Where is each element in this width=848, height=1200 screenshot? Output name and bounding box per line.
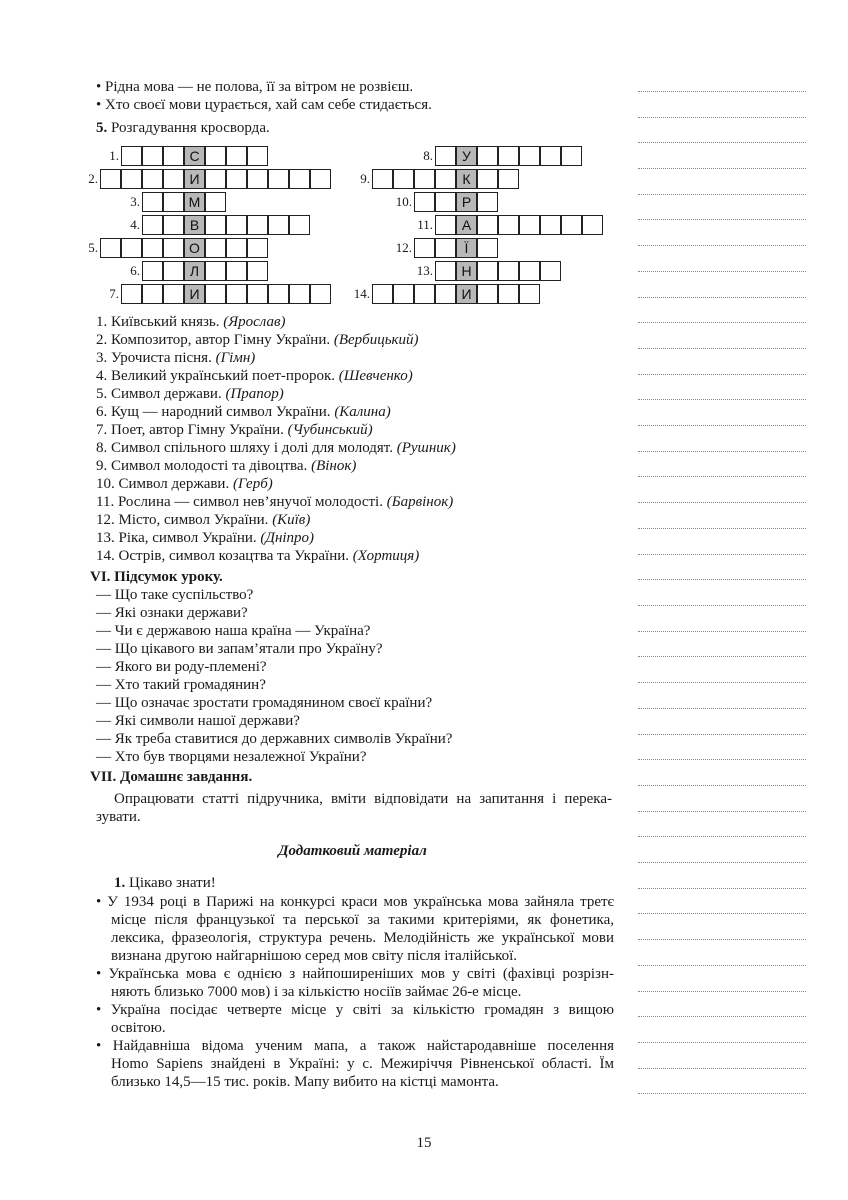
note-line [638,811,806,812]
homework-text-line-2: зувати. [96,809,141,825]
clue-12 [96,511,310,529]
clue-answer: (Чубинський) [287,422,373,438]
clue-answer: (Гімн) [215,350,256,366]
clue-1 [96,313,286,331]
crossword-left-cell [247,215,268,235]
crossword-right-cell [435,169,456,189]
note-line [638,965,806,966]
page-number: 15 [416,1135,432,1151]
clue-8 [96,439,456,457]
crossword-right-cell [414,238,435,258]
clue-text: 10. Символ держави. [96,476,233,492]
crossword-right-cell [498,261,519,281]
crossword-right-cell [477,261,498,281]
crossword-right-cell [540,215,561,235]
summary-question: — Якого ви роду-племені? [96,659,267,675]
crossword-right-key-cell: Ї [456,238,477,258]
note-line [638,502,806,503]
note-line [638,785,806,786]
crossword-left-cell [163,238,184,258]
summary-question: — Що цікавого ви запам’ятали про Україну? [96,641,383,657]
clue-answer: (Рушник) [396,440,456,456]
crossword-right-cell [477,238,498,258]
note-line [638,888,806,889]
note-line [638,528,806,529]
crossword-left-cell [289,284,310,304]
clue-text: 3. Урочиста пісня. [96,350,216,366]
crossword-right-cell [393,169,414,189]
fact-1-line: лексика, фразеологія, структура речень. Мелодійність же української мови [111,930,614,946]
note-line [638,451,806,452]
crossword-right-cell [561,215,582,235]
crossword-right-cell [540,261,561,281]
note-line [638,605,806,606]
clue-text: 8. Символ спільного шляху і долі для молодят. [96,440,397,456]
clue-answer: (Хортиця) [352,548,420,564]
task-5-heading [96,119,270,137]
note-line [638,425,806,426]
note-line [638,271,806,272]
clue-text: 4. Великий український поет-пророк. [96,368,339,384]
crossword-left-cell [247,284,268,304]
crossword-left-cell [226,146,247,166]
crossword-left-cell [226,238,247,258]
crossword-left-cell [289,169,310,189]
summary-question: — Як треба ставитися до державних символів України? [96,731,453,747]
crossword-left-row-2-label: 2. [88,171,98,186]
crossword-left-cell [163,146,184,166]
crossword-right-cell [477,215,498,235]
note-line [638,117,806,118]
crossword-left-cell [121,169,142,189]
crossword-left-key-cell: С [184,146,205,166]
crossword-right-row-6-label: 13. [416,263,433,278]
crossword-left-cell [268,284,289,304]
clue-answer: (Київ) [272,512,311,528]
clue-text: 5. Символ держави. [96,386,226,402]
fact-1-line: • У 1934 році в Парижі на конкурсі краси мов українська мова зайняла третє [96,894,614,910]
crossword-right-cell [393,284,414,304]
note-line [638,1016,806,1017]
crossword-right-cell [435,215,456,235]
crossword-left-cell [121,284,142,304]
note-line [638,374,806,375]
crossword-left-cell [121,146,142,166]
crossword-left-cell [100,238,121,258]
crossword-left-cell [268,169,289,189]
clue-answer: (Калина) [334,404,391,420]
crossword-left-cell [100,169,121,189]
homework-text-line-1: Опрацювати статті підручника, вміти відповідати на запитання і перека- [114,791,612,807]
crossword-right-key-cell: У [456,146,477,166]
clue-3 [96,349,255,367]
clue-text: 13. Ріка, символ України. [96,530,261,546]
crossword-right-cell [582,215,603,235]
crossword-right-cell [414,192,435,212]
crossword-left-cell [142,238,163,258]
note-line [638,322,806,323]
crossword-left-cell [205,169,226,189]
crossword-right-cell [372,284,393,304]
crossword-right-cell [435,192,456,212]
crossword-left-cell [226,169,247,189]
fact-1-line: визнана другою найгарнішою серед мов світу після італійської. [111,948,518,964]
proverb-2: • Хто своєї мови цурається, хай сам себе стидається. [96,97,432,113]
note-line [638,631,806,632]
note-line [638,554,806,555]
crossword-left-cell [163,192,184,212]
note-line [638,991,806,992]
crossword-left-cell [226,284,247,304]
crossword-right-cell [477,146,498,166]
clue-text: 12. Місто, символ України. [96,512,273,528]
crossword-left-cell [310,284,331,304]
crossword-left-cell [268,215,289,235]
note-line [638,142,806,143]
crossword-left-row-4-label: 4. [130,217,140,232]
crossword-left-row-1-label: 1. [109,148,119,163]
crossword-right-cell [477,169,498,189]
crossword-left-key-cell: И [184,169,205,189]
crossword-left-cell [226,261,247,281]
crossword-right-row-4-label: 11. [417,217,433,232]
crossword-right-cell [435,238,456,258]
note-line [638,682,806,683]
clue-answer: (Вербицький) [333,332,419,348]
clue-answer: (Дніпро) [260,530,315,546]
crossword-left-key-cell: О [184,238,205,258]
note-line [638,219,806,220]
summary-question: — Які ознаки держави? [96,605,248,621]
crossword-right-cell [435,284,456,304]
clue-6 [96,403,391,421]
clue-text: 6. Кущ — народний символ України. [96,404,335,420]
clue-11 [96,493,453,511]
clue-answer: (Барвінок) [386,494,454,510]
note-line [638,476,806,477]
crossword-right-cell [498,215,519,235]
clue-text: 1. Київський князь. [96,314,224,330]
note-line [638,91,806,92]
note-line [638,836,806,837]
summary-question: — Які символи нашої держави? [96,713,300,729]
note-line [638,734,806,735]
crossword-right-cell [561,146,582,166]
crossword-left-cell [247,146,268,166]
crossword-right-key-cell: А [456,215,477,235]
fact-2-line: • Українська мова є однією з найпоширеніших мов у світі (фахівці розрізн- [96,966,614,982]
crossword-right-row-5-label: 12. [395,240,412,255]
crossword-right-key-cell: Р [456,192,477,212]
note-line [638,168,806,169]
fact-3-line: освітою. [111,1020,166,1036]
crossword-left-cell [205,215,226,235]
fact-2-line: няють близько 7000 мов) і за кількістю носіїв займає 26-е місце. [111,984,522,1000]
clue-text: 7. Поет, автор Гімну України. [96,422,288,438]
crossword-right-cell [498,169,519,189]
crossword-left-cell [247,169,268,189]
crossword-left-row-3-label: 3. [130,194,140,209]
clue-14 [96,547,419,565]
task-5-title: Розгадування кросворда. [107,120,270,136]
crossword-left-cell [205,261,226,281]
note-line [638,1068,806,1069]
crossword-right-cell [414,169,435,189]
crossword-left-cell [142,146,163,166]
crossword-right-key-cell: Н [456,261,477,281]
summary-question: — Хто такий громадянин? [96,677,266,693]
crossword-left-cell [163,261,184,281]
crossword-right-cell [414,284,435,304]
summary-question: — Що таке суспільство? [96,587,254,603]
clue-10 [96,475,273,493]
fact-1-line: місце після французької та перської за такими критеріями, як фонетика, [111,912,614,928]
clue-text: 9. Символ молодості та дівоцтва. [96,458,312,474]
crossword-right-cell [477,284,498,304]
crossword-right-cell [519,261,540,281]
section-6-title: VI. Підсумок уроку. [90,569,223,585]
clue-answer: (Герб) [232,476,273,492]
crossword-right-cell [498,146,519,166]
crossword-left-cell [247,261,268,281]
crossword-left-cell [142,215,163,235]
crossword-right-cell [519,284,540,304]
crossword-right-cell [519,215,540,235]
note-line [638,708,806,709]
crossword-left-cell [163,284,184,304]
extra-material-heading: Додатковий матеріал [278,843,427,859]
clue-9 [96,457,356,475]
note-line [638,759,806,760]
crossword-right-key-cell: И [456,284,477,304]
clue-2 [96,331,419,349]
crossword-left-cell [142,192,163,212]
crossword-right-cell [435,261,456,281]
fact-3-line: • Україна посідає четверте місце у світі за кількістю громадян з вищою [96,1002,614,1018]
note-line [638,939,806,940]
note-line [638,656,806,657]
clue-answer: (Ярослав) [223,314,286,330]
note-line [638,913,806,914]
crossword-right-row-3-label: 10. [395,194,412,209]
crossword-right-cell [540,146,561,166]
clue-7 [96,421,373,439]
crossword-left-cell [142,284,163,304]
note-line [638,348,806,349]
clue-text: 14. Острів, символ козацтва та України. [96,548,353,564]
fact-4-line: близько 14,5—15 тис. років. Мапу вибито на кістці мамонта. [111,1074,499,1090]
crossword-left-cell [121,238,142,258]
task-5-number: 5. [96,120,108,136]
crossword-left-cell [289,215,310,235]
crossword-left-key-cell: Л [184,261,205,281]
note-line [638,1042,806,1043]
crossword-right-row-2-label: 9. [360,171,370,186]
crossword-left-cell [142,169,163,189]
interesting-facts-number: 1. [114,875,126,891]
summary-question: — Що означає зростати громадянином своєї країни? [96,695,433,711]
note-line [638,579,806,580]
section-7-title: VII. Домашнє завдання. [90,769,253,785]
crossword-right-cell [372,169,393,189]
note-line [638,245,806,246]
crossword-right-row-7-label: 14. [353,286,370,301]
interesting-facts-title: Цікаво знати! [125,875,216,891]
interesting-facts-subtitle [114,874,216,892]
crossword-left-cell [205,146,226,166]
clue-5 [96,385,284,403]
fact-4-line: Homo Sapiens знайдені в Україні: у с. Межиріччя Рівненської області. Їм [111,1056,614,1072]
crossword-left-cell [205,284,226,304]
note-line [638,399,806,400]
crossword-left-cell [247,238,268,258]
clue-4 [96,367,413,385]
clue-answer: (Прапор) [225,386,284,402]
crossword-left-cell [142,261,163,281]
crossword-left-cell [310,169,331,189]
crossword-right-cell [519,146,540,166]
crossword-right-key-cell: К [456,169,477,189]
crossword-left-key-cell: В [184,215,205,235]
crossword-left-row-5-label: 5. [88,240,98,255]
crossword-left-key-cell: М [184,192,205,212]
clue-answer: (Вінок) [311,458,357,474]
note-line [638,194,806,195]
proverb-1: • Рідна мова — не полова, її за вітром не розвієш. [96,79,414,95]
crossword-right-cell [435,146,456,166]
summary-question: — Чи є державою наша країна — Україна? [96,623,371,639]
clue-text: 11. Рослина — символ нев’янучої молодості. [96,494,387,510]
crossword-left-row-6-label: 6. [130,263,140,278]
crossword-left-cell [226,215,247,235]
fact-4-line: • Найдавніша відома ученим мапа, а також найстародавніше поселення [96,1038,614,1054]
clue-answer: (Шевченко) [338,368,413,384]
crossword-left-cell [163,169,184,189]
crossword-left-cell [163,215,184,235]
note-line [638,862,806,863]
crossword-left-key-cell: И [184,284,205,304]
crossword-left-cell [205,238,226,258]
crossword-left-cell [205,192,226,212]
clue-text: 2. Композитор, автор Гімну України. [96,332,334,348]
crossword-left-row-7-label: 7. [109,286,119,301]
clue-13 [96,529,314,547]
crossword-right-row-1-label: 8. [423,148,433,163]
summary-question: — Хто був творцями незалежної України? [96,749,367,765]
crossword-right-cell [477,192,498,212]
note-line [638,297,806,298]
crossword-right-cell [498,284,519,304]
note-line [638,1093,806,1094]
